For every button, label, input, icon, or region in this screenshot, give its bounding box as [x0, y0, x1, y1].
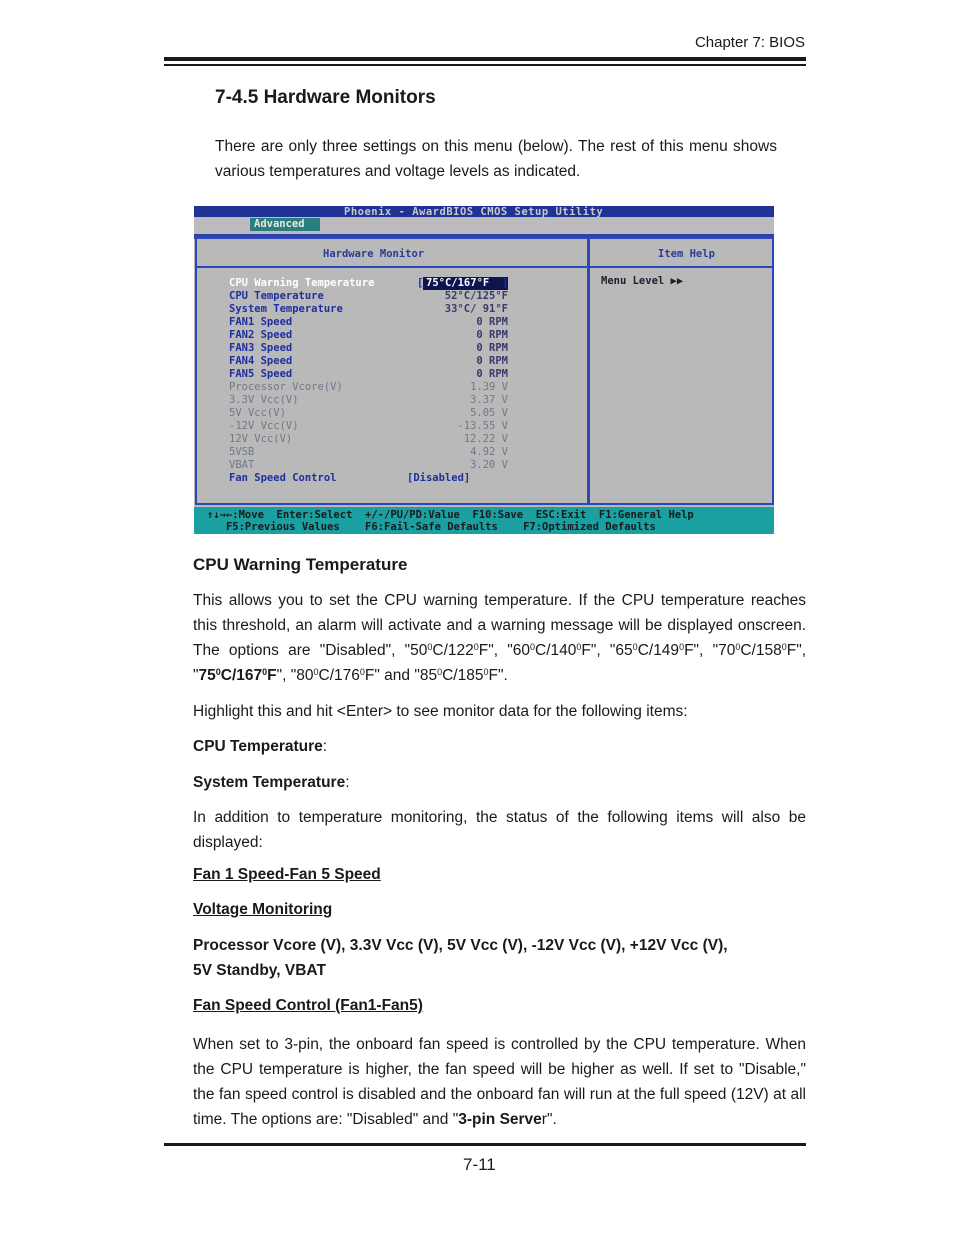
bios-row-label: FAN3 Speed — [229, 342, 293, 354]
highlight-paragraph: Highlight this and hit <Enter> to see monitor data for the following items: — [193, 703, 688, 720]
voltage-heading: Voltage Monitoring — [193, 901, 333, 918]
bios-row-label: FAN1 Speed — [229, 316, 293, 328]
bios-row-value: 3.37 V — [470, 394, 508, 406]
fan-speed-control-value[interactable]: [Disabled] — [407, 472, 471, 484]
section-title: 7-4.5 Hardware Monitors — [215, 87, 436, 108]
key-help-line-1: ↑↓→←:Move Enter:Select +/-/PU/PD:Value F10:Save ESC:Exit F1:General Help — [207, 509, 694, 521]
menu-level: Menu Level ▶▶ — [601, 275, 684, 287]
bios-row-label: 5V Vcc(V) — [229, 407, 286, 419]
bios-utility-title: Phoenix - AwardBIOS CMOS Setup Utility — [344, 206, 604, 218]
fan-control-paragraph: When set to 3-pin, the onboard fan speed is controlled by the CPU temperature. When the CPU temperature is higher, the fan speed will be higher as well. If set to "Disable," the fan speed control is disabled and the onboard fan will run at the full speed (12V) at all time. The options are: "Disabled" and "3-pin Server". — [193, 1036, 806, 1128]
chapter-header: Chapter 7: BIOS — [694, 34, 805, 51]
voltage-items-line-2: 5V Standby, VBAT — [193, 962, 326, 979]
fan-control-heading: Fan Speed Control (Fan1-Fan5) — [193, 997, 423, 1014]
bios-row-value: 5.05 V — [470, 407, 508, 419]
panel-header — [197, 239, 587, 268]
bios-row-value: 52°C/125°F — [444, 290, 508, 302]
bios-screenshot — [194, 206, 774, 534]
bios-row-label: 5VSB — [229, 446, 255, 458]
bios-row-value: -13.55 V — [457, 420, 508, 432]
intro-paragraph: There are only three settings on this menu (below). The rest of this menu shows various temperatures and voltage levels as indicated. — [215, 138, 777, 180]
bios-row-label: System Temperature — [229, 303, 343, 315]
help-header — [590, 239, 772, 268]
status-paragraph: In addition to temperature monitoring, the status of the following items will also be displayed: — [193, 809, 806, 851]
bios-row-label: Processor Vcore(V) — [229, 381, 343, 393]
bios-row-label: FAN5 Speed — [229, 368, 293, 380]
cpu-warning-heading: CPU Warning Temperature — [193, 555, 408, 574]
bios-row-label: CPU Temperature — [229, 290, 324, 302]
bios-row-value: 0 RPM — [476, 355, 508, 367]
bios-row-label: -12V Vcc(V) — [229, 420, 299, 432]
page-number: 7-11 — [463, 1155, 496, 1174]
cpu-warning-paragraph: This allows you to set the CPU warning temperature. If the CPU temperature reaches this threshold, an alarm will activate and a warning message will be displayed onscreen. The options are "Disabled", "$50^0C/122^0F$", "$60^0C/140^0F$", "$65^0C/149^0F$", "$70^0C/158^0F$", "$75^0C/167^0F$", "$80^0C/176^0F$" and "$85^0C/185^0F$". — [193, 592, 807, 684]
bios-row-value: 0 RPM — [476, 342, 508, 354]
fan-speed-heading: Fan 1 Speed-Fan 5 Speed — [193, 866, 381, 883]
fan-speed-control-label[interactable]: Fan Speed Control — [229, 472, 337, 484]
help-title: Item Help — [658, 248, 715, 260]
bios-row-label: FAN2 Speed — [229, 329, 293, 341]
bios-row-value: 12.22 V — [463, 433, 508, 445]
bios-title-bar — [194, 206, 774, 239]
bracket-close: ] — [502, 277, 509, 289]
bios-row-label: 12V Vcc(V) — [229, 433, 293, 445]
bracket-open: [ — [417, 277, 424, 289]
tab-advanced[interactable]: Advanced — [250, 218, 320, 231]
voltage-items-line-1: Processor Vcore (V), 3.3V Vcc (V), 5V Vcc (V), -12V Vcc (V), +12V Vcc (V), — [193, 937, 728, 954]
header-rule-thick — [164, 57, 806, 61]
panel-title: Hardware Monitor — [323, 248, 425, 260]
header-rule-thin — [164, 64, 806, 66]
cpu-warning-temp-value[interactable]: 75°C/167°F — [423, 277, 508, 290]
bios-row-value: 0 RPM — [476, 316, 508, 328]
bios-row-label: 3.3V Vcc(V) — [229, 394, 299, 406]
bios-row-value: 1.39 V — [470, 381, 508, 393]
key-help-line-2: F5:Previous Values F6:Fail-Safe Defaults F7:Optimized Defaults — [207, 521, 656, 533]
bios-row-value: 0 RPM — [476, 329, 508, 341]
hardware-monitor-panel — [195, 237, 589, 505]
bios-row-label: FAN4 Speed — [229, 355, 293, 367]
bios-key-help-bar — [194, 507, 774, 534]
bios-row-value: 3.20 V — [470, 459, 508, 471]
bios-row-value: 33°C/ 91°F — [444, 303, 508, 315]
system-temperature-item: System Temperature: — [193, 774, 350, 791]
footer-rule — [164, 1143, 806, 1146]
bios-row-value: 0 RPM — [476, 368, 508, 380]
bios-row-label[interactable]: CPU Warning Temperature — [229, 277, 375, 289]
item-help-panel — [588, 237, 774, 505]
cpu-temperature-item: CPU Temperature: — [193, 738, 328, 755]
bios-row-value: 4.92 V — [470, 446, 508, 458]
bios-row-label: VBAT — [229, 459, 255, 471]
